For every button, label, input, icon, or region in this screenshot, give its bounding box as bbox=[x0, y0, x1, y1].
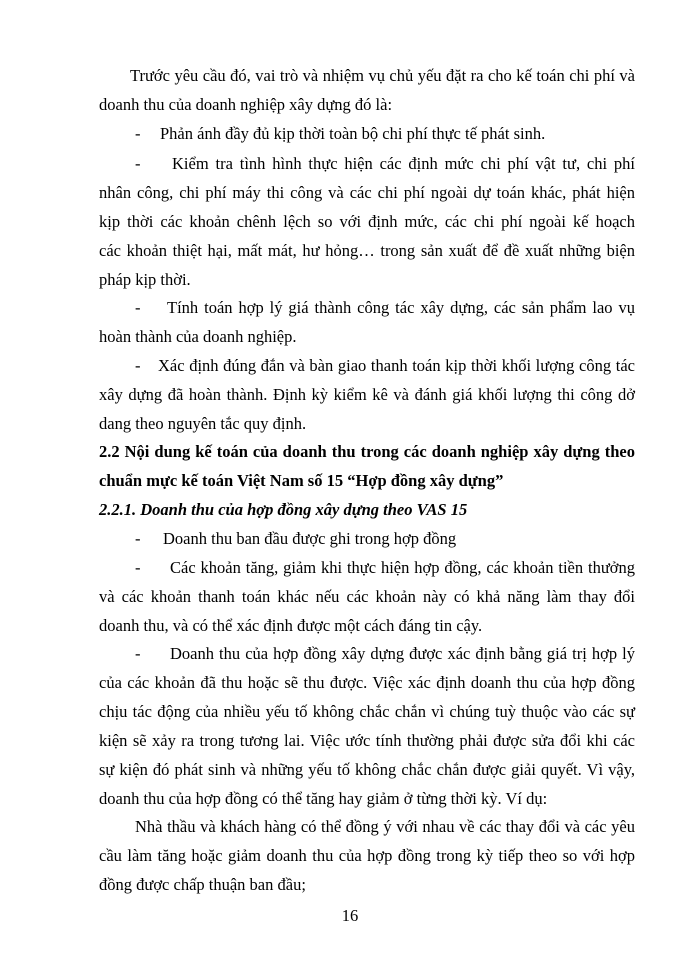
bullet-dash: - bbox=[135, 356, 141, 375]
bullet-dash: - bbox=[135, 124, 141, 143]
text-line: của các khoản đã thu hoặc sẽ thu được. Việc xác định doanh thu của hợp đồng bbox=[99, 673, 635, 692]
bullet-dash: - bbox=[135, 154, 141, 173]
text-line: và các khoản thanh toán khác nếu các khoản này có khả năng làm thay đổi bbox=[99, 587, 635, 606]
bullet-dash: - bbox=[135, 558, 141, 577]
section-heading: 2.2 Nội dung kế toán của doanh thu trong các doanh nghiệp xây dựng theo bbox=[99, 442, 635, 461]
text-line: kịp thời các khoản chênh lệch so với định mức, các chi phí ngoài kế hoạch bbox=[99, 212, 635, 231]
text-line: nhân công, chi phí máy thi công và các chi phí ngoài dự toán khác, phát hiện bbox=[99, 183, 635, 202]
text-line: hoàn thành của doanh nghiệp. bbox=[99, 327, 297, 346]
text-line: pháp kịp thời. bbox=[99, 270, 191, 289]
text-line: Phản ánh đầy đủ kịp thời toàn bộ chi phí thực tế phát sinh. bbox=[160, 124, 546, 143]
text-line: doanh thu của doanh nghiệp xây dựng đó là: bbox=[99, 95, 393, 114]
text-line: doanh thu, và có thể xác định được một cách đáng tin cậy. bbox=[99, 616, 483, 635]
text-line: Kiểm tra tình hình thực hiện các định mức chi phí vật tư, chi phí bbox=[172, 154, 635, 173]
page-number: 16 bbox=[341, 906, 359, 925]
text-line: xây dựng đã hoàn thành. Định kỳ kiểm kê và đánh giá khối lượng thi công dở bbox=[99, 385, 635, 404]
text-line: chịu tác động của nhiều yếu tố không chắc chắn vì chúng tuỳ thuộc vào các sự bbox=[99, 702, 635, 721]
bullet-dash: - bbox=[135, 298, 141, 317]
section-heading: chuẩn mực kế toán Việt Nam số 15 “Hợp đồng xây dựng” bbox=[99, 471, 504, 490]
text-line: Doanh thu ban đầu được ghi trong hợp đồng bbox=[163, 529, 457, 548]
text-line: dang theo nguyên tắc quy định. bbox=[99, 414, 307, 433]
text-line: kiện sẽ xảy ra trong tương lai. Việc ước tính thường phải được sửa đổi khi các bbox=[99, 731, 635, 750]
text-line: Trước yêu cầu đó, vai trò và nhiệm vụ chủ yếu đặt ra cho kế toán chi phí và bbox=[130, 66, 635, 85]
text-line: sự kiện đó phát sinh và những yếu tố không chắc chắn được giải quyết. Vì vậy, bbox=[99, 760, 635, 779]
text-line: Xác định đúng đắn và bàn giao thanh toán kịp thời khối lượng công tác bbox=[158, 356, 635, 375]
text-line: cầu làm tăng hoặc giảm doanh thu của hợp đồng trong kỳ tiếp theo so với hợp bbox=[99, 846, 635, 865]
bullet-dash: - bbox=[135, 529, 141, 548]
bullet-dash: - bbox=[135, 644, 141, 663]
text-line: Các khoản tăng, giảm khi thực hiện hợp đồng, các khoản tiền thưởng bbox=[170, 558, 635, 577]
text-line: Doanh thu của hợp đồng xây dựng được xác định bằng giá trị hợp lý bbox=[170, 644, 635, 663]
text-line: các khoản thiệt hại, mất mát, hư hỏng… trong sản xuất để đề xuất những biện bbox=[99, 241, 635, 260]
text-line: Tính toán hợp lý giá thành công tác xây dựng, các sản phẩm lao vụ bbox=[167, 298, 635, 317]
text-line: đồng được chấp thuận ban đầu; bbox=[99, 875, 306, 894]
text-line: doanh thu của hợp đồng có thể tăng hay giảm ở từng thời kỳ. Ví dụ: bbox=[99, 789, 548, 808]
text-line: Nhà thầu và khách hàng có thể đồng ý với nhau về các thay đổi và các yêu bbox=[135, 817, 635, 836]
subsection-heading: 2.2.1. Doanh thu của hợp đồng xây dựng theo VAS 15 bbox=[99, 500, 468, 519]
